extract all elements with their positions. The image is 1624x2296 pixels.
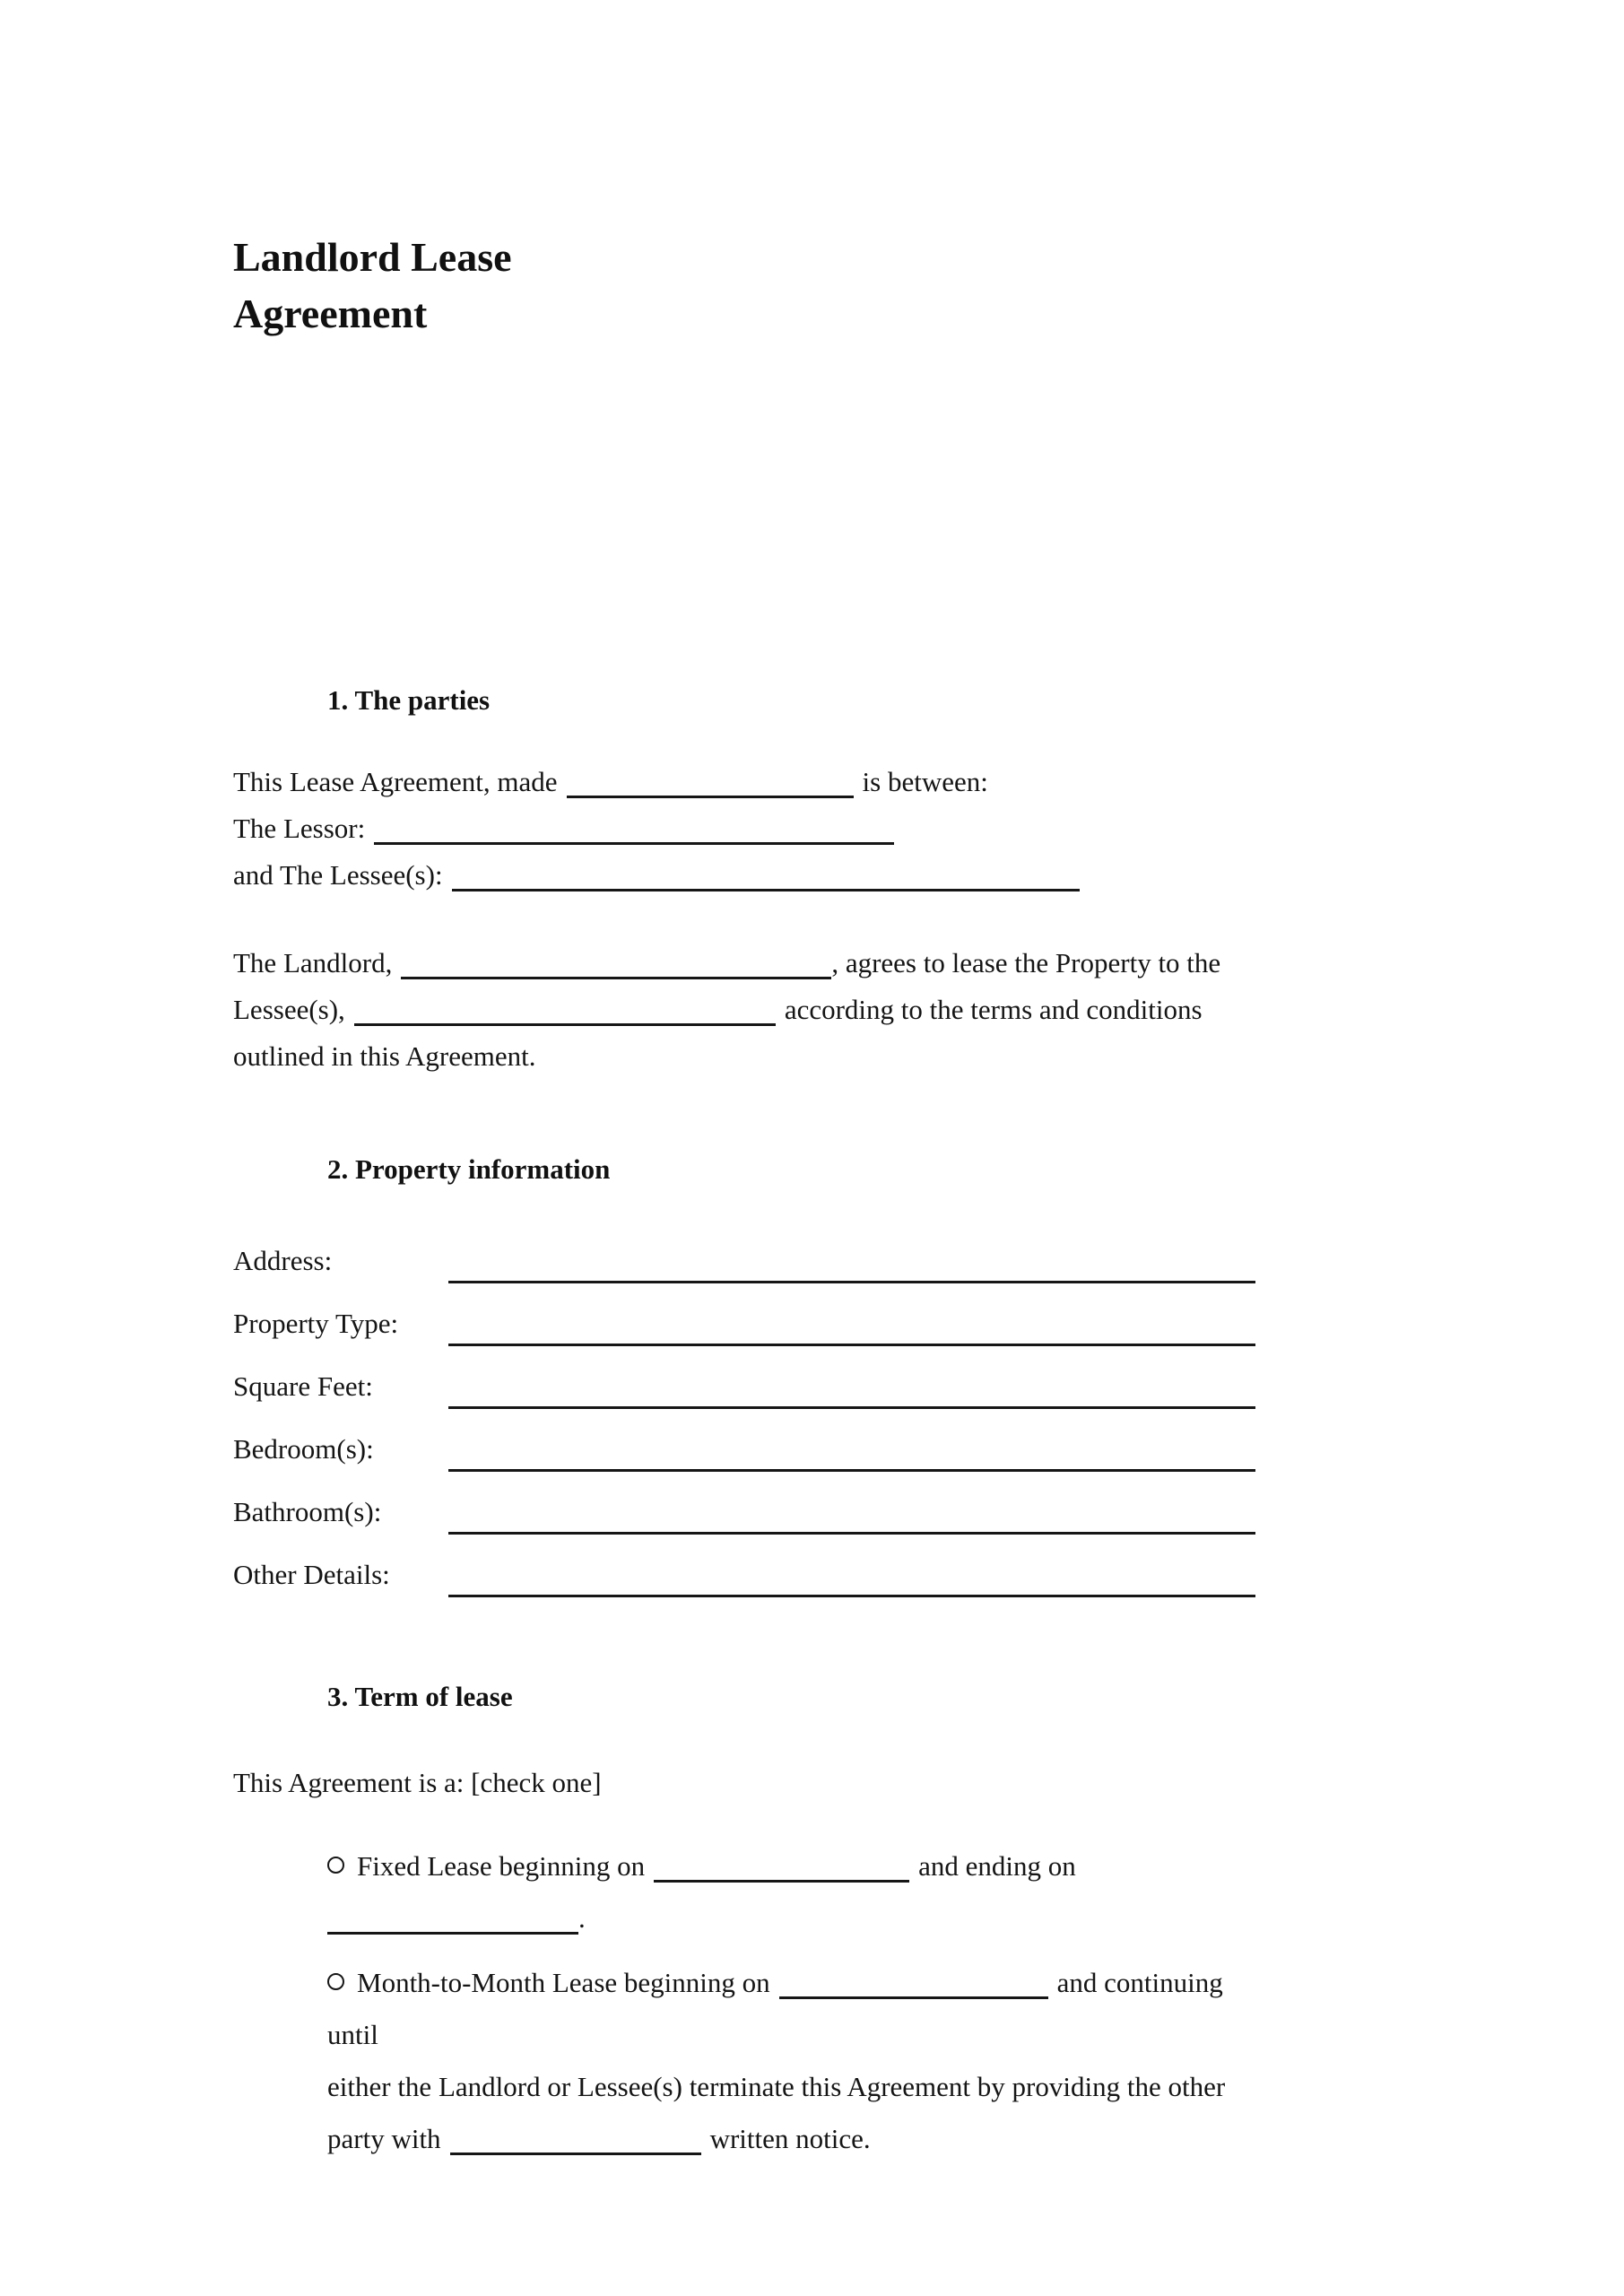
- lessor-line: [233, 805, 1381, 852]
- m2m-start-date-blank[interactable]: [779, 1966, 1048, 1999]
- fixed-lease-radio-circle-icon[interactable]: [327, 1857, 344, 1874]
- m2m-line-2: either the Landlord or Lessee(s) terminate this Agreement by providing the other: [327, 2071, 1226, 2102]
- made-line-pre-text: This Lease Agreement, made: [233, 766, 558, 797]
- lessee2-name-blank[interactable]: [354, 993, 776, 1026]
- m2m-notice-period-blank[interactable]: [450, 2122, 701, 2155]
- fixed-lease-end-date-blank[interactable]: [327, 1901, 578, 1935]
- bathrooms-blank[interactable]: [448, 1492, 1255, 1535]
- document-content: [233, 229, 1381, 2165]
- m2m-line-1: [327, 1957, 1278, 2061]
- m2m-pre-text: Month-to-Month Lease beginning on: [357, 1967, 770, 1998]
- fixed-lease-start-date-blank[interactable]: [654, 1849, 909, 1883]
- term-intro: This Agreement is a: [check one]: [233, 1767, 602, 1798]
- parties-paragraph-1: [233, 759, 1381, 899]
- section-heading-property: 2. Property information: [327, 1153, 611, 1185]
- property-field-row-bathrooms: [233, 1492, 1255, 1555]
- property-field-row-sqft: [233, 1367, 1255, 1430]
- square-feet-blank[interactable]: [448, 1367, 1255, 1409]
- landlord-name-blank[interactable]: [401, 946, 831, 979]
- fixed-lease-line-1: [327, 1840, 1278, 1892]
- landlord-line-pre-text: The Landlord,: [233, 947, 393, 978]
- lessee-line: [233, 852, 1381, 899]
- lessee2-line-pre-text: Lessee(s),: [233, 994, 345, 1025]
- property-field-row-bedrooms: [233, 1430, 1255, 1492]
- lessee-label: and The Lessee(s):: [233, 859, 443, 891]
- other-details-blank[interactable]: [448, 1555, 1255, 1597]
- closing-line: outlined in this Agreement.: [233, 1040, 536, 1072]
- bedrooms-label: Bedroom(s):: [233, 1433, 374, 1465]
- fixed-lease-option: [327, 1840, 1278, 1944]
- property-field-row-type: [233, 1304, 1255, 1367]
- made-line-post-text: is between:: [862, 766, 988, 797]
- lessee2-line-post-text: according to the terms and conditions: [784, 994, 1203, 1025]
- bathrooms-label: Bathroom(s):: [233, 1496, 382, 1527]
- lessee-name-blank[interactable]: [452, 858, 1080, 891]
- fixed-lease-line-2: [327, 1892, 1278, 1944]
- made-line: [233, 759, 1381, 805]
- landlord-line-post-text: , agrees to lease the Property to the: [831, 947, 1221, 978]
- section-heading-parties: 1. The parties: [327, 684, 491, 716]
- document-title-line-2: Agreement: [233, 291, 428, 336]
- property-field-row-address: [233, 1241, 1255, 1304]
- property-fields: [233, 1241, 1255, 1618]
- property-type-blank[interactable]: [448, 1304, 1255, 1346]
- fixed-lease-pre-text: Fixed Lease beginning on: [357, 1850, 646, 1882]
- other-details-label: Other Details:: [233, 1559, 390, 1590]
- property-type-label: Property Type:: [233, 1308, 399, 1339]
- bedrooms-blank[interactable]: [448, 1430, 1255, 1472]
- lessor-label: The Lessor:: [233, 813, 366, 844]
- m2m-mid-text: and continuing until: [327, 1967, 1223, 2050]
- lessee2-line: [233, 987, 1381, 1033]
- lessor-name-blank[interactable]: [374, 812, 894, 845]
- m2m-line-3: [327, 2113, 1278, 2165]
- square-feet-label: Square Feet:: [233, 1370, 373, 1402]
- made-date-blank[interactable]: [567, 765, 854, 798]
- landlord-line: [233, 940, 1381, 987]
- document-title-line-1: Landlord Lease: [233, 234, 512, 280]
- document-title: [233, 229, 1381, 342]
- fixed-lease-mid-text: and ending on: [918, 1850, 1076, 1882]
- m2m-notice-post-text: written notice.: [709, 2123, 871, 2154]
- fixed-lease-period-text: .: [578, 1902, 586, 1934]
- address-blank[interactable]: [448, 1241, 1255, 1283]
- address-label: Address:: [233, 1245, 333, 1276]
- month-to-month-option: [327, 1957, 1278, 2165]
- section-heading-term: 3. Term of lease: [327, 1681, 513, 1712]
- m2m-notice-pre-text: party with: [327, 2123, 441, 2154]
- parties-paragraph-2: [233, 940, 1381, 1080]
- m2m-radio-circle-icon[interactable]: [327, 1973, 344, 1990]
- property-field-row-other: [233, 1555, 1255, 1618]
